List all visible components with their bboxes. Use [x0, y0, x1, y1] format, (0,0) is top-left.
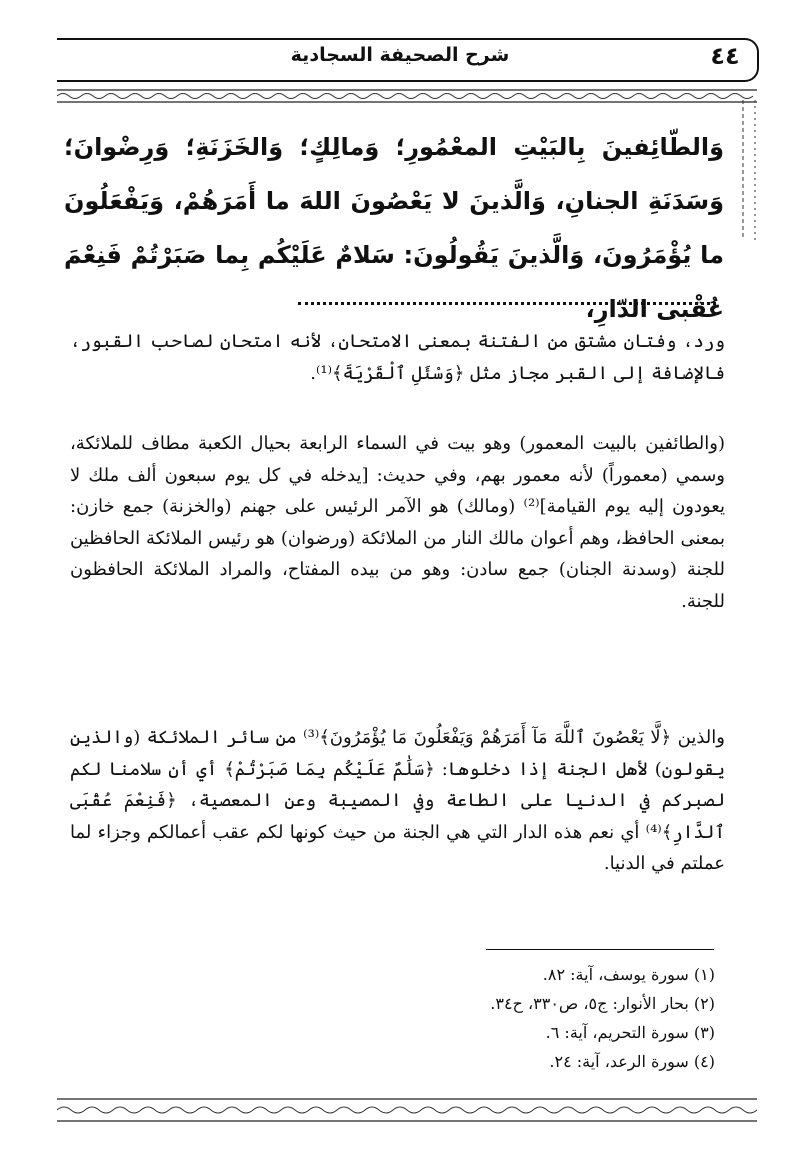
commentary-paragraph: ورد، وفتان مشتق من الفتنة بمعنى الامتحان، لأنه امتحان لصاحب القبور، فالإضافة إلى القبر مجاز مثل ﴿وَسْئَلِ ٱلْقَرْيَةَ﴾⁽¹⁾. [70, 331, 725, 384]
footnote-item: (٤) سورة الرعد، آية: ٢٤. [549, 1052, 715, 1071]
commentary-paragraph: والذين ﴿لَّا يَعْصُونَ ٱللَّهَ مَآ أَمَرَهُمْ وَيَفْعَلُونَ مَا يُؤْمَرُونَ﴾⁽³⁾ من سائر الملائكة (والذين يقولون) لأهل الجنة إذا دخلوها: ﴿سَلَٰمٌ عَلَيْكُم بِمَا صَبَرْتُمْ﴾ أي أن سلامنا لكم لصبركم في الدنيا على الطاعة وفي المصيبة وعن المعصية، ﴿فَنِعْمَ عُقْبَى ٱلدَّارِ﴾⁽⁴⁾ أي نعم هذه الدار التي هي الجنة من حيث كونها لكم عقب أعمالكم وجزاء لما عملتم في الدنيا. [70, 727, 725, 874]
ornamental-border-top [57, 88, 757, 104]
supplication-text: وَالطّائِفينَ بِالبَيْتِ المعْمُورِ؛ وَمالِكٍ؛ وَالخَزَنَةِ؛ وَرِضْوانَ؛ وَسَدَنَةِ الجنانِ، وَالَّذينَ لا يَعْصُونَ اللهَ ما أَمَرَهُمْ، وَيَفْعَلُونَ ما يُؤْمَرُونَ، وَالَّذينَ يَقُولُونَ: سَلامٌ عَلَيْكُم بِما صَبَرْتُمْ فَنِعْمَ عُقْبى الدّارِ، [64, 133, 724, 323]
footnote-item: (١) سورة يوسف، آية: ٨٢. [542, 965, 715, 984]
footnote-item: (٢) بحار الأنوار: ج٥، ص٣٣٠، ح٣٤. [490, 994, 715, 1013]
footnotes [300, 960, 715, 1076]
footnote-separator [486, 949, 714, 950]
ornamental-border-side [740, 100, 758, 240]
running-header-title: شرح الصحيفة السجادية [290, 44, 510, 66]
commentary-paragraph: (والطائفين بالبيت المعمور) وهو بيت في السماء الرابعة بحيال الكعبة مطاف للملائكة، وسمي (معموراً) لأنه معمور بهم، وفي حديث: [يدخله في كل يوم سبعون ألف ملك لا يعودون إليه يوم القيامة]⁽²⁾ (ومالك) هو الآمر الرئيس على جهنم (والخزنة) جمع خازن: بمعنى الحافظ، وهم أعوان مالك النار من الملائكة (ورضوان) هو رئيس الملائكة الحافظين للجنة (وسدنة الجنان) جمع سادن: وهو من بيده المفتاح، والمراد الملائكة الحافظون للجنة. [70, 433, 725, 612]
footnote-item: (٣) سورة التحريم، آية: ٦. [545, 1023, 715, 1042]
page-number: ٤٤ [710, 42, 740, 70]
ornamental-border-bottom [57, 1096, 757, 1124]
section-divider [298, 302, 716, 305]
